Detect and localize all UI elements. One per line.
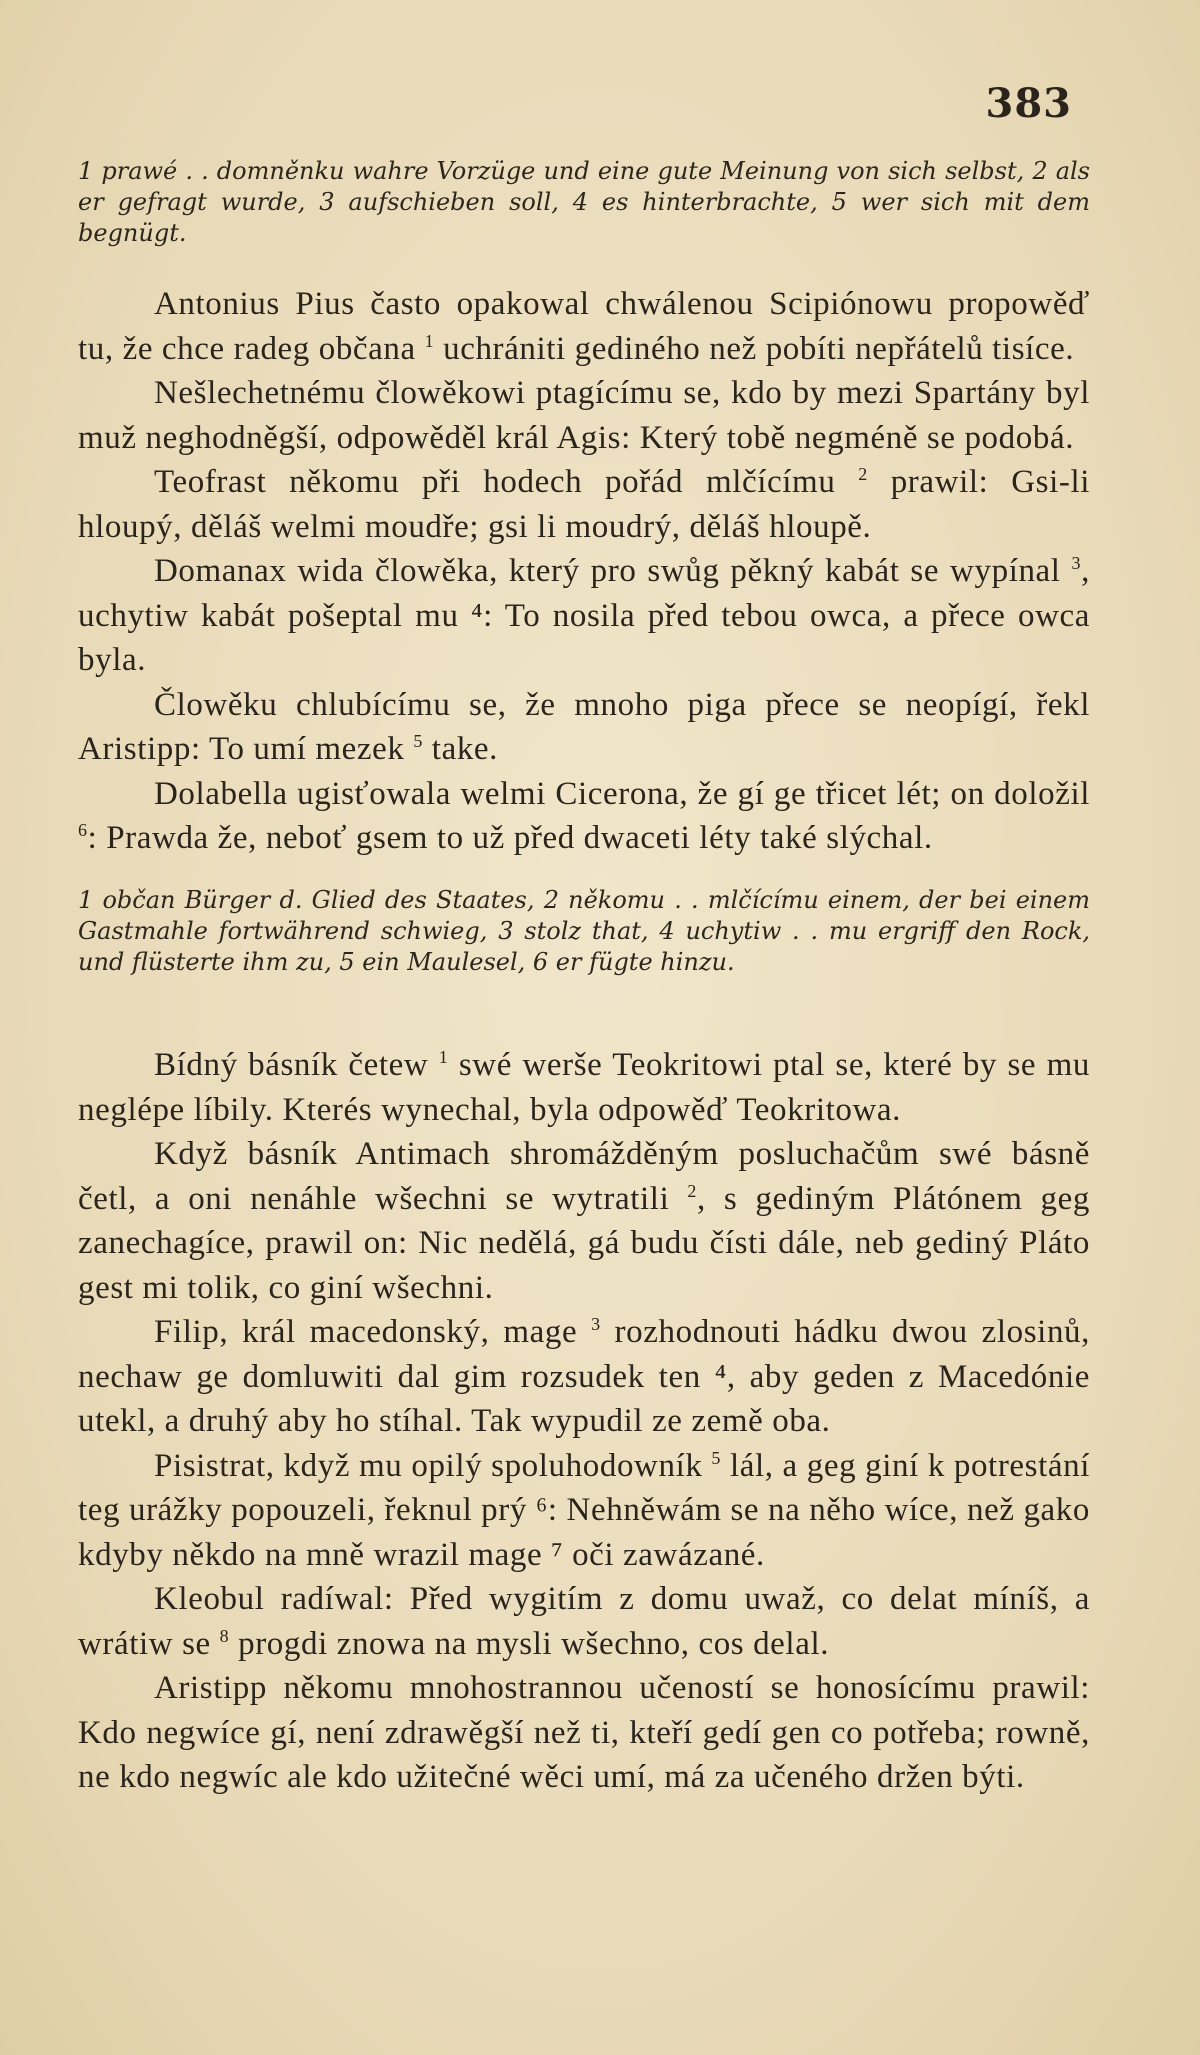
paragraph: Teofrast někomu při hodech pořád mlčícímu $^2$ prawil: Gsi-li hloupý, děláš welmi moudře; gsi li moudrý, děláš hloupě.	[78, 464, 1090, 545]
paragraph: Dolabella ugisťowala welmi Cicerona, že gí ge třicet lét; on doložil $^6$: Prawda že, neboť gsem to už před dwaceti léty také slýchal.	[78, 775, 1090, 856]
anecdote-section-1	[78, 282, 1090, 861]
gloss-text: 1 prawé . . domněnku wahre Vorzüge und eine gute Meinung von sich selbst, 2 als er gefragt wurde, 3 aufschieben soll, 4 es hinterbrachte, 5 wer sich mit dem begnügt.	[78, 157, 1090, 247]
page-number: 383	[985, 80, 1072, 127]
paragraph: Bídný básník četew $^1$ swé werše Teokritowi ptal se, které by se mu neglépe líbily. Kterés wynechal, byla odpowěď Teokritowa.	[78, 1047, 1091, 1128]
paragraph: Nešlechetnému člowěkowi ptagícímu se, kdo by mezi Spartány byl muž neghodněgší, odpowěděl král Agis: Který tobě negméně se podobá.	[78, 375, 1090, 456]
paragraph: Když básník Antimach shromážděným posluchačům swé básně četl, a oni nenáhle wšechni se wytratili $^2$, s gediným Plátónem geg zanechagíce, prawil on: Nic nedělá, gá budu čísti dále, neb gediný Pláto gest mi tolik, co giní wšechni.	[78, 1136, 1090, 1306]
paragraph: Pisistrat, když mu opilý spoluhodowník $^5$ lál, a geg giní k potrestání teg urážky popouzeli, řeknul prý ⁶: Nehněwám se na něho wíce, než gako kdyby někdo na mně wrazil mage ⁷ oči zawázané.	[78, 1447, 1090, 1573]
paragraph: Aristipp někomu mnohostrannou učeností se honosícímu prawil: Kdo negwíce gí, není zdrawěgší než ti, kteří gedí gen co potřeba; rowně, ne kdo negwíc ale kdo užitečné wěci umí, má za učeného držen býti.	[78, 1670, 1090, 1795]
footnote-gloss-top	[78, 156, 1090, 249]
paragraph: Kleobul radíwal: Před wygitím z domu uwaž, co delat míníš, a wrátiw se $^8$ progdi znowa na mysli wšechno, cos delal.	[78, 1581, 1090, 1662]
anecdote-section-2	[78, 1043, 1090, 1800]
paragraph: Filip, král macedonský, mage $^3$ rozhodnouti hádku dwou zlosinů, nechaw ge domluwiti dal gim rozsudek ten ⁴, aby geden z Macedónie utekl, a druhý aby ho stíhal. Tak wypudil ze země oba.	[78, 1314, 1091, 1439]
footnote-gloss-middle	[78, 885, 1090, 978]
gloss-text: 1 občan Bürger d. Glied des Staates, 2 někomu . . mlčícímu einem, der bei einem Gastmahle fortwährend schwieg, 3 stolz that, 4 uchytiw . . mu ergriff den Rock, und flüsterte ihm zu, 5 ein Maulesel, 6 er fügte hinzu.	[78, 886, 1090, 976]
paragraph: Domanax wida člowěka, který pro swůg pěkný kabát se wypínal $^3$, uchytiw kabát pošeptal mu ⁴: To nosila před tebou owca, a přece owca byla.	[78, 553, 1090, 678]
paragraph: Antonius Pius často opakowal chwálenou Scipiónowu propowěď tu, že chce radeg občana $^1$ uchrániti gediného než pobíti nepřátelů tisíce.	[78, 286, 1090, 367]
paragraph: Člowěku chlubícímu se, že mnoho piga přece se neopígí, řekl Aristipp: To umí mezek $^5$ take.	[78, 686, 1090, 767]
